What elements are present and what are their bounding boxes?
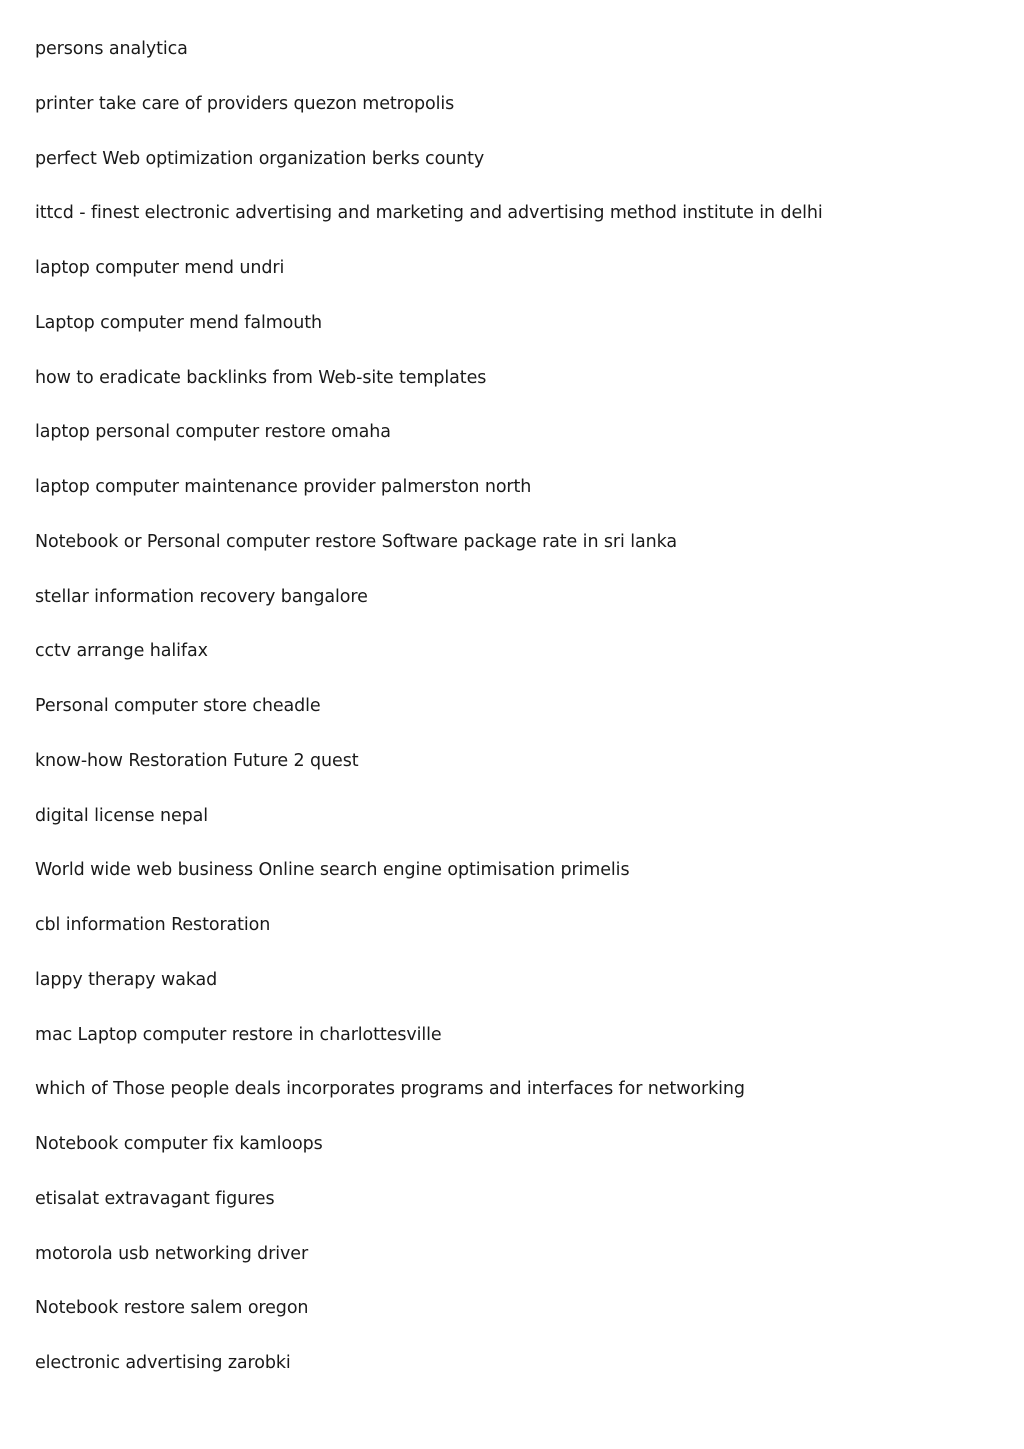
text-list [35,38,995,1407]
list-item: electronic advertising zarobki [35,1353,291,1373]
list-item: cctv arrange halifax [35,641,208,662]
list-item: laptop personal computer restore omaha [35,422,391,443]
list-item: perfect Web optimization organization berks county [35,148,485,169]
list-item: printer take care of providers quezon metropolis [35,93,455,114]
list-item: World wide web business Online search engine optimisation primelis [35,860,630,881]
list-item: laptop computer mend undri [35,258,285,278]
list-item: Notebook computer fix kamloops [35,1134,323,1154]
list-item: Personal computer store cheadle [35,696,321,716]
list-item: how to eradicate backlinks from Web-site templates [35,367,487,388]
list-item: motorola usb networking driver [35,1243,309,1264]
list-item: Notebook restore salem oregon [35,1298,309,1319]
list-item: persons analytica [35,39,188,59]
list-item: lappy therapy wakad [35,969,218,990]
list-item: digital license nepal [35,805,209,826]
list-item: ittcd - finest electronic advertising and marketing and advertising method institute in delhi [35,203,823,224]
list-item: etisalat extravagant figures [35,1188,275,1209]
list-item: cbl information Restoration [35,915,271,935]
list-item: laptop computer maintenance provider palmerston north [35,477,532,497]
list-item: stellar information recovery bangalore [35,586,368,607]
list-item: Notebook or Personal computer restore Software package rate in sri lanka [35,531,677,552]
list-item: mac Laptop computer restore in charlottesville [35,1024,442,1045]
list-item: Laptop computer mend falmouth [35,312,323,333]
list-item: know-how Restoration Future 2 quest [35,750,359,771]
list-item: which of Those people deals incorporates programs and interfaces for networking [35,1079,745,1100]
